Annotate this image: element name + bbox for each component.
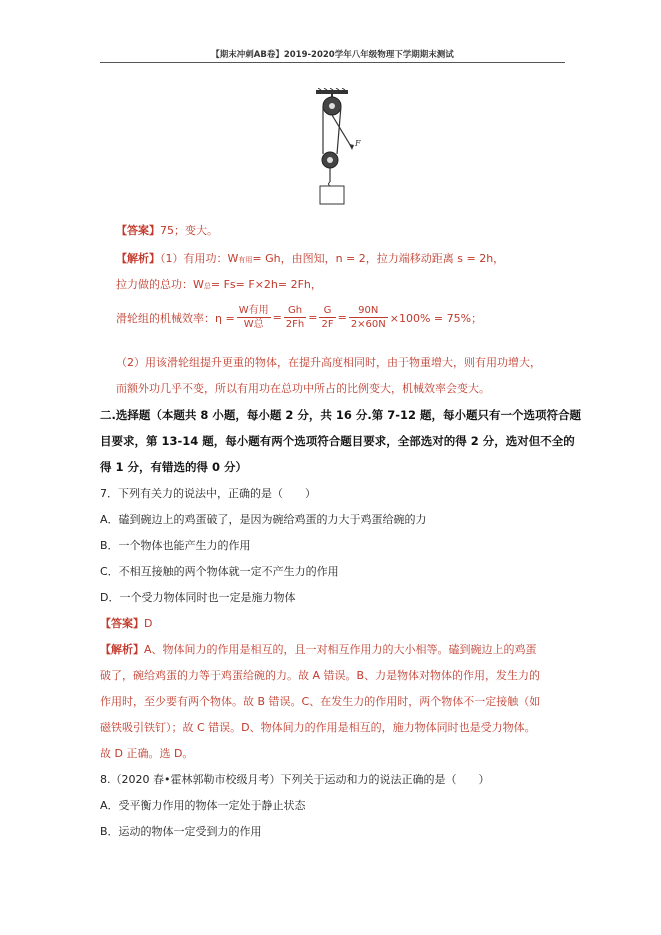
q7-answer: 【答案】D: [100, 617, 153, 630]
q7-analysis-line2: 破了，碗给鸡蛋的力等于鸡蛋给碗的力。故 A 错误。B、力是物体对物体的作用，发生力的: [100, 669, 541, 682]
efficiency-formula: 滑轮组的机械效率：η = $\frac{\text{W有用}}{\text{W总}}$ = $\frac{Gh}{2Fh}$ = $\frac{G}{2F}$ = $\frac{90N}{2\times 60N}$ ×100% = 75%；: [116, 305, 483, 330]
q7-analysis-line4: 磁铁吸引铁钉）；故 C 错误。D、物体间力的作用是相互的，施力物体同时也是受力物体。: [100, 721, 536, 734]
q7-option-a: A．磕到碗边上的鸡蛋破了，是因为碗给鸡蛋的力大于鸡蛋给碗的力: [100, 513, 427, 526]
load-block: [320, 186, 344, 204]
prev-analysis-line2: 拉力做的总功：W总= Fs= F×2h= 2Fh，: [116, 278, 322, 291]
ceiling-hatch: [316, 88, 348, 94]
q7-option-d: D．一个受力物体同时也一定是施力物体: [100, 591, 296, 604]
q7-option-b: B．一个物体也能产生力的作用: [100, 539, 251, 552]
prev-analysis-line4: （2）用该滑轮组提升更重的物体，在提升高度相同时，由于物重增大，则有用功增大，: [116, 356, 541, 369]
q8-option-b: B．运动的物体一定受到力的作用: [100, 825, 262, 838]
prev-analysis-line1: 【解析】（1）有用功：W有用= Gh，由图知，n = 2，拉力端移动距离 s = 2h，: [116, 252, 505, 265]
q7-analysis-line3: 作用时，至少要有两个物体。故 B 错误。C、在发生力的作用时，两个物体不一定接触（如: [100, 695, 541, 708]
section-title-line2: 目要求，第 13-14 题，每小题有两个选项符合题目要求，全部选对的得 2 分，选对但不全的: [100, 434, 575, 448]
q8-option-a: A．受平衡力作用的物体一定处于静止状态: [100, 799, 306, 812]
q7-stem: 7．下列有关力的说法中，正确的是（ ）: [100, 487, 316, 500]
section-title-line3: 得 1 分，有错选的得 0 分）: [100, 460, 248, 474]
section-title-line1: 二.选择题（本题共 8 小题，每小题 2 分，共 16 分.第 7-12 题，每小题只有一个选项符合题: [100, 408, 582, 422]
q7-analysis-line1: 【解析】A、物体间力的作用是相互的，且一对相互作用力的大小相等。磕到碗边上的鸡蛋: [100, 643, 537, 656]
pulley-diagram: [312, 88, 364, 208]
prev-analysis-line5: 而额外功几乎不变，所以有用功在总功中所占的比例变大，机械效率会变大。: [116, 382, 490, 395]
header-rule: [100, 62, 565, 63]
force-label: F: [355, 139, 361, 148]
page-header: 【期末冲刺AB卷】2019-2020学年八年级物理下学期期末测试: [211, 50, 454, 60]
q8-stem: 8.（2020 春•霍林郭勒市校级月考）下列关于运动和力的说法正确的是（ ）: [100, 773, 490, 786]
q7-option-c: C．不相互接触的两个物体就一定不产生力的作用: [100, 565, 339, 578]
prev-answer-line: 【答案】75；变大。: [116, 224, 218, 237]
q7-analysis-line5: 故 D 正确。选 D。: [100, 747, 194, 760]
